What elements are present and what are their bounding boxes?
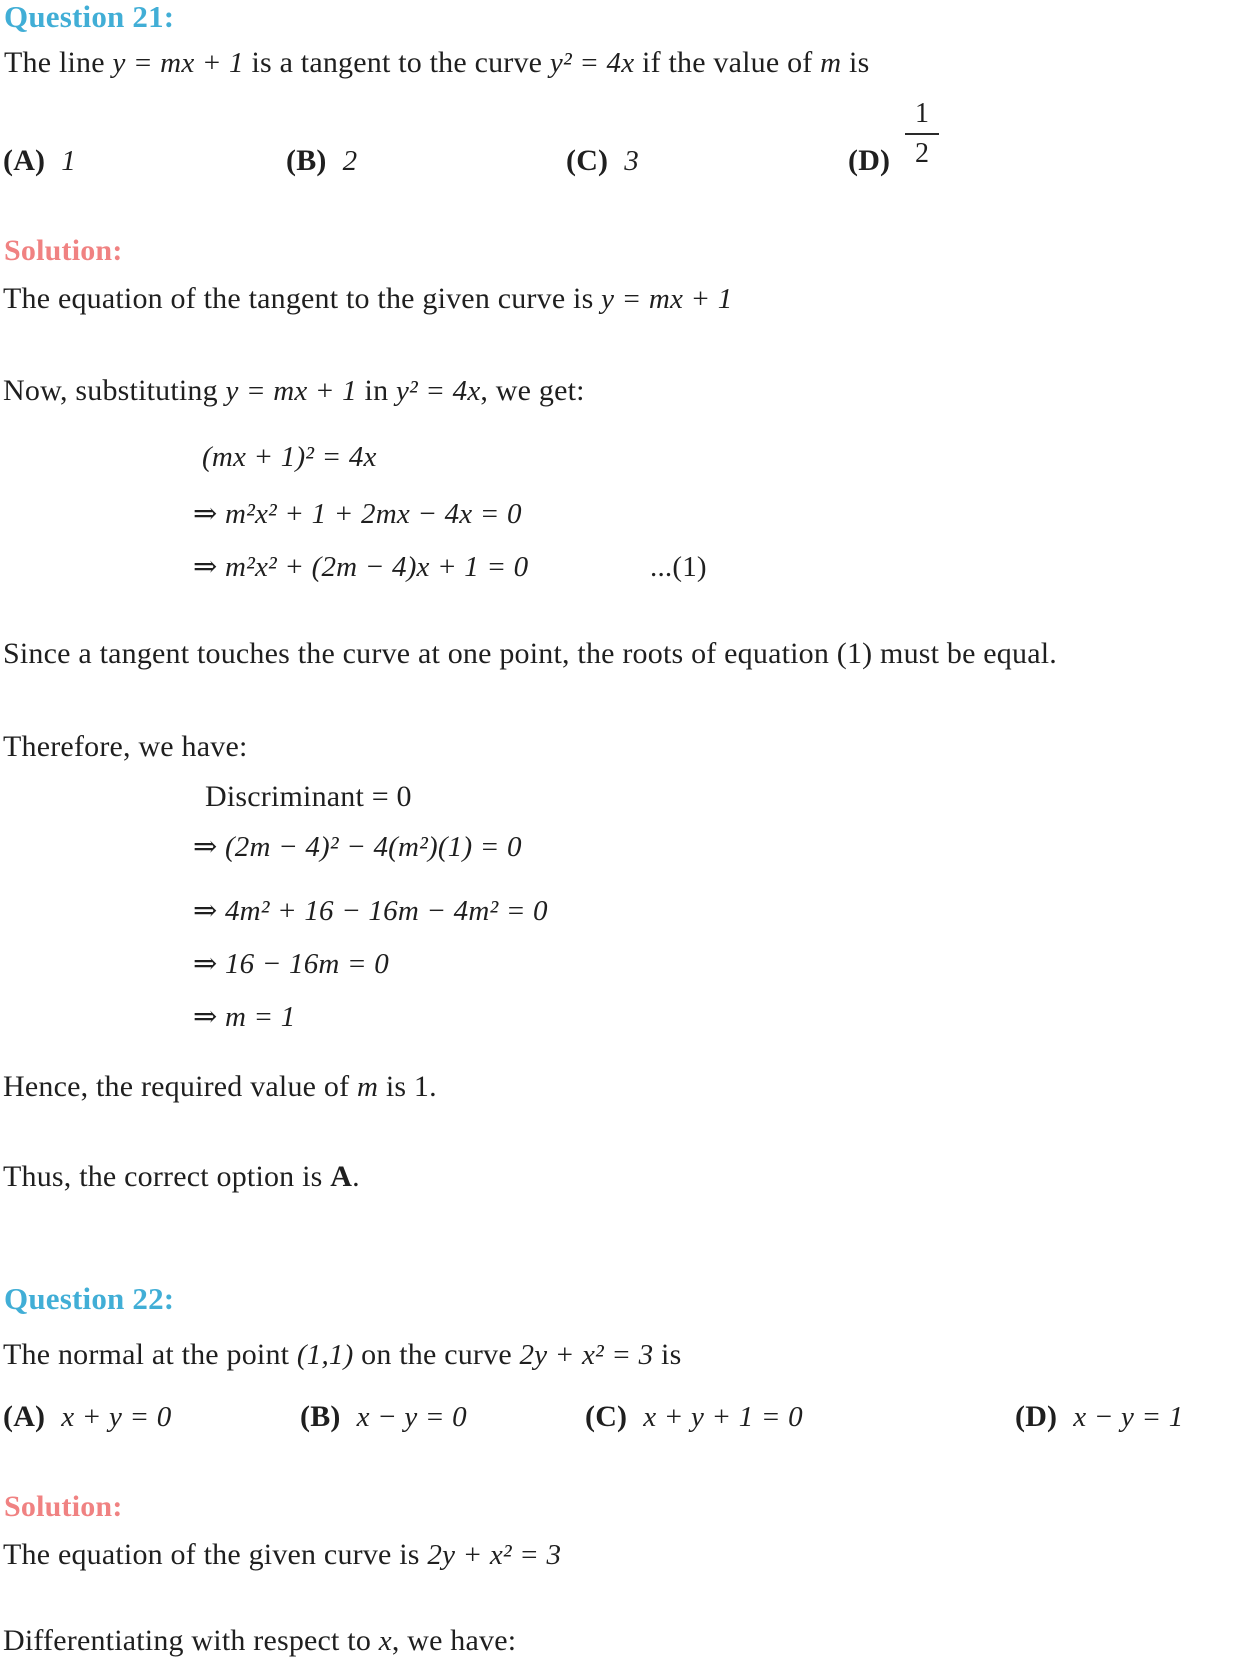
option-b-value: 2 (342, 145, 358, 177)
option-c-label: (C) (585, 1400, 628, 1433)
question-21-text (4, 44, 869, 82)
option-a-label: (A) (3, 1400, 46, 1433)
text-segment: y = mx + 1 (225, 375, 357, 407)
text-segment: The equation of the tangent to the given curve is (3, 282, 602, 315)
text-segment: Hence, the required value of (3, 1070, 357, 1103)
equation-3-ref-tag: ...(1) (650, 551, 707, 583)
equation-8: ⇒ m = 1 (193, 1001, 296, 1033)
solution-22-heading: Solution: (4, 1490, 123, 1523)
text-segment: is 1. (378, 1070, 437, 1103)
option-c-value: x + y + 1 = 0 (643, 1401, 803, 1433)
text-segment: in (356, 374, 396, 407)
text-segment: m (356, 1071, 379, 1103)
text-segment: A (330, 1160, 353, 1193)
option-b-label: (B) (300, 1400, 341, 1433)
equation-6: ⇒ 4m² + 16 − 16m − 4m² = 0 (193, 895, 548, 927)
text-segment: m (820, 47, 842, 79)
text-segment: 2y + x² = 3 (519, 1339, 654, 1371)
text-segment: The equation of the given curve is (3, 1538, 428, 1571)
solution-21-since-paragraph: Since a tangent touches the curve at one point, the roots of equation (1) must be equal. (3, 637, 1057, 670)
solution-22-line-2 (3, 1622, 516, 1660)
fraction-numerator: 1 (905, 96, 939, 135)
q22-option-c (585, 1398, 803, 1436)
option-a-value: x + y = 0 (61, 1401, 172, 1433)
option-c-label: (C) (566, 144, 609, 177)
text-segment: , we have: (391, 1624, 517, 1657)
option-c-value: 3 (624, 145, 639, 177)
text-segment: on the curve (353, 1338, 520, 1371)
q21-option-b (286, 142, 357, 180)
q22-option-d (1015, 1398, 1183, 1436)
text-segment: is (841, 46, 870, 79)
text-segment: y² = 4x (395, 375, 481, 407)
text-segment: , we get: (480, 374, 585, 407)
text-segment: The line (4, 46, 113, 79)
text-segment: y = mx + 1 (112, 47, 244, 79)
option-a-value: 1 (61, 145, 76, 177)
text-segment: Now, substituting (3, 374, 226, 407)
question-22-heading: Question 22: (4, 1281, 175, 1316)
text-segment: Thus, the correct option is (3, 1160, 331, 1193)
q22-option-a (3, 1398, 171, 1436)
q21-option-d (848, 142, 890, 180)
question-21-heading: Question 21: (4, 0, 175, 34)
question-22-text (3, 1336, 681, 1374)
text-segment: 2y + x² = 3 (427, 1539, 562, 1571)
solution-21-hence-paragraph (3, 1068, 437, 1106)
equation-discriminant: Discriminant = 0 (205, 780, 412, 813)
q21-option-c (566, 142, 639, 180)
q21-option-d-fraction (905, 96, 939, 172)
solution-21-conclusion (3, 1158, 360, 1196)
equation-2: ⇒ m²x² + 1 + 2mx − 4x = 0 (193, 498, 522, 530)
option-d-value: x − y = 1 (1073, 1401, 1184, 1433)
text-segment: is a tangent to the curve (243, 46, 550, 79)
solution-21-heading: Solution: (4, 234, 123, 267)
option-b-label: (B) (286, 144, 327, 177)
fraction-denominator: 2 (915, 138, 930, 169)
equation-1: (mx + 1)² = 4x (202, 441, 377, 473)
text-segment: y² = 4x (549, 47, 635, 79)
text-segment: The normal at the point (3, 1338, 297, 1371)
solution-21-line-1 (3, 280, 732, 318)
text-segment: (1,1) (296, 1339, 354, 1371)
text-segment: y = mx + 1 (601, 283, 733, 315)
option-d-label: (D) (848, 144, 891, 177)
text-segment: Differentiating with respect to (3, 1624, 379, 1657)
equation-7: ⇒ 16 − 16m = 0 (193, 948, 389, 980)
solution-21-line-2 (3, 372, 585, 410)
option-b-value: x − y = 0 (356, 1401, 467, 1433)
text-segment: if the value of (634, 46, 821, 79)
text-segment: x (378, 1625, 392, 1657)
text-segment: is (653, 1338, 682, 1371)
q22-option-b (300, 1398, 467, 1436)
option-a-label: (A) (3, 144, 46, 177)
equation-3: ⇒ m²x² + (2m − 4)x + 1 = 0 (193, 551, 529, 583)
solution-21-therefore-paragraph: Therefore, we have: (3, 730, 248, 763)
option-d-label: (D) (1015, 1400, 1058, 1433)
solution-22-line-1 (3, 1536, 561, 1574)
equation-5: ⇒ (2m − 4)² − 4(m²)(1) = 0 (193, 831, 522, 863)
text-segment: . (352, 1160, 360, 1193)
q21-option-a (3, 142, 76, 180)
